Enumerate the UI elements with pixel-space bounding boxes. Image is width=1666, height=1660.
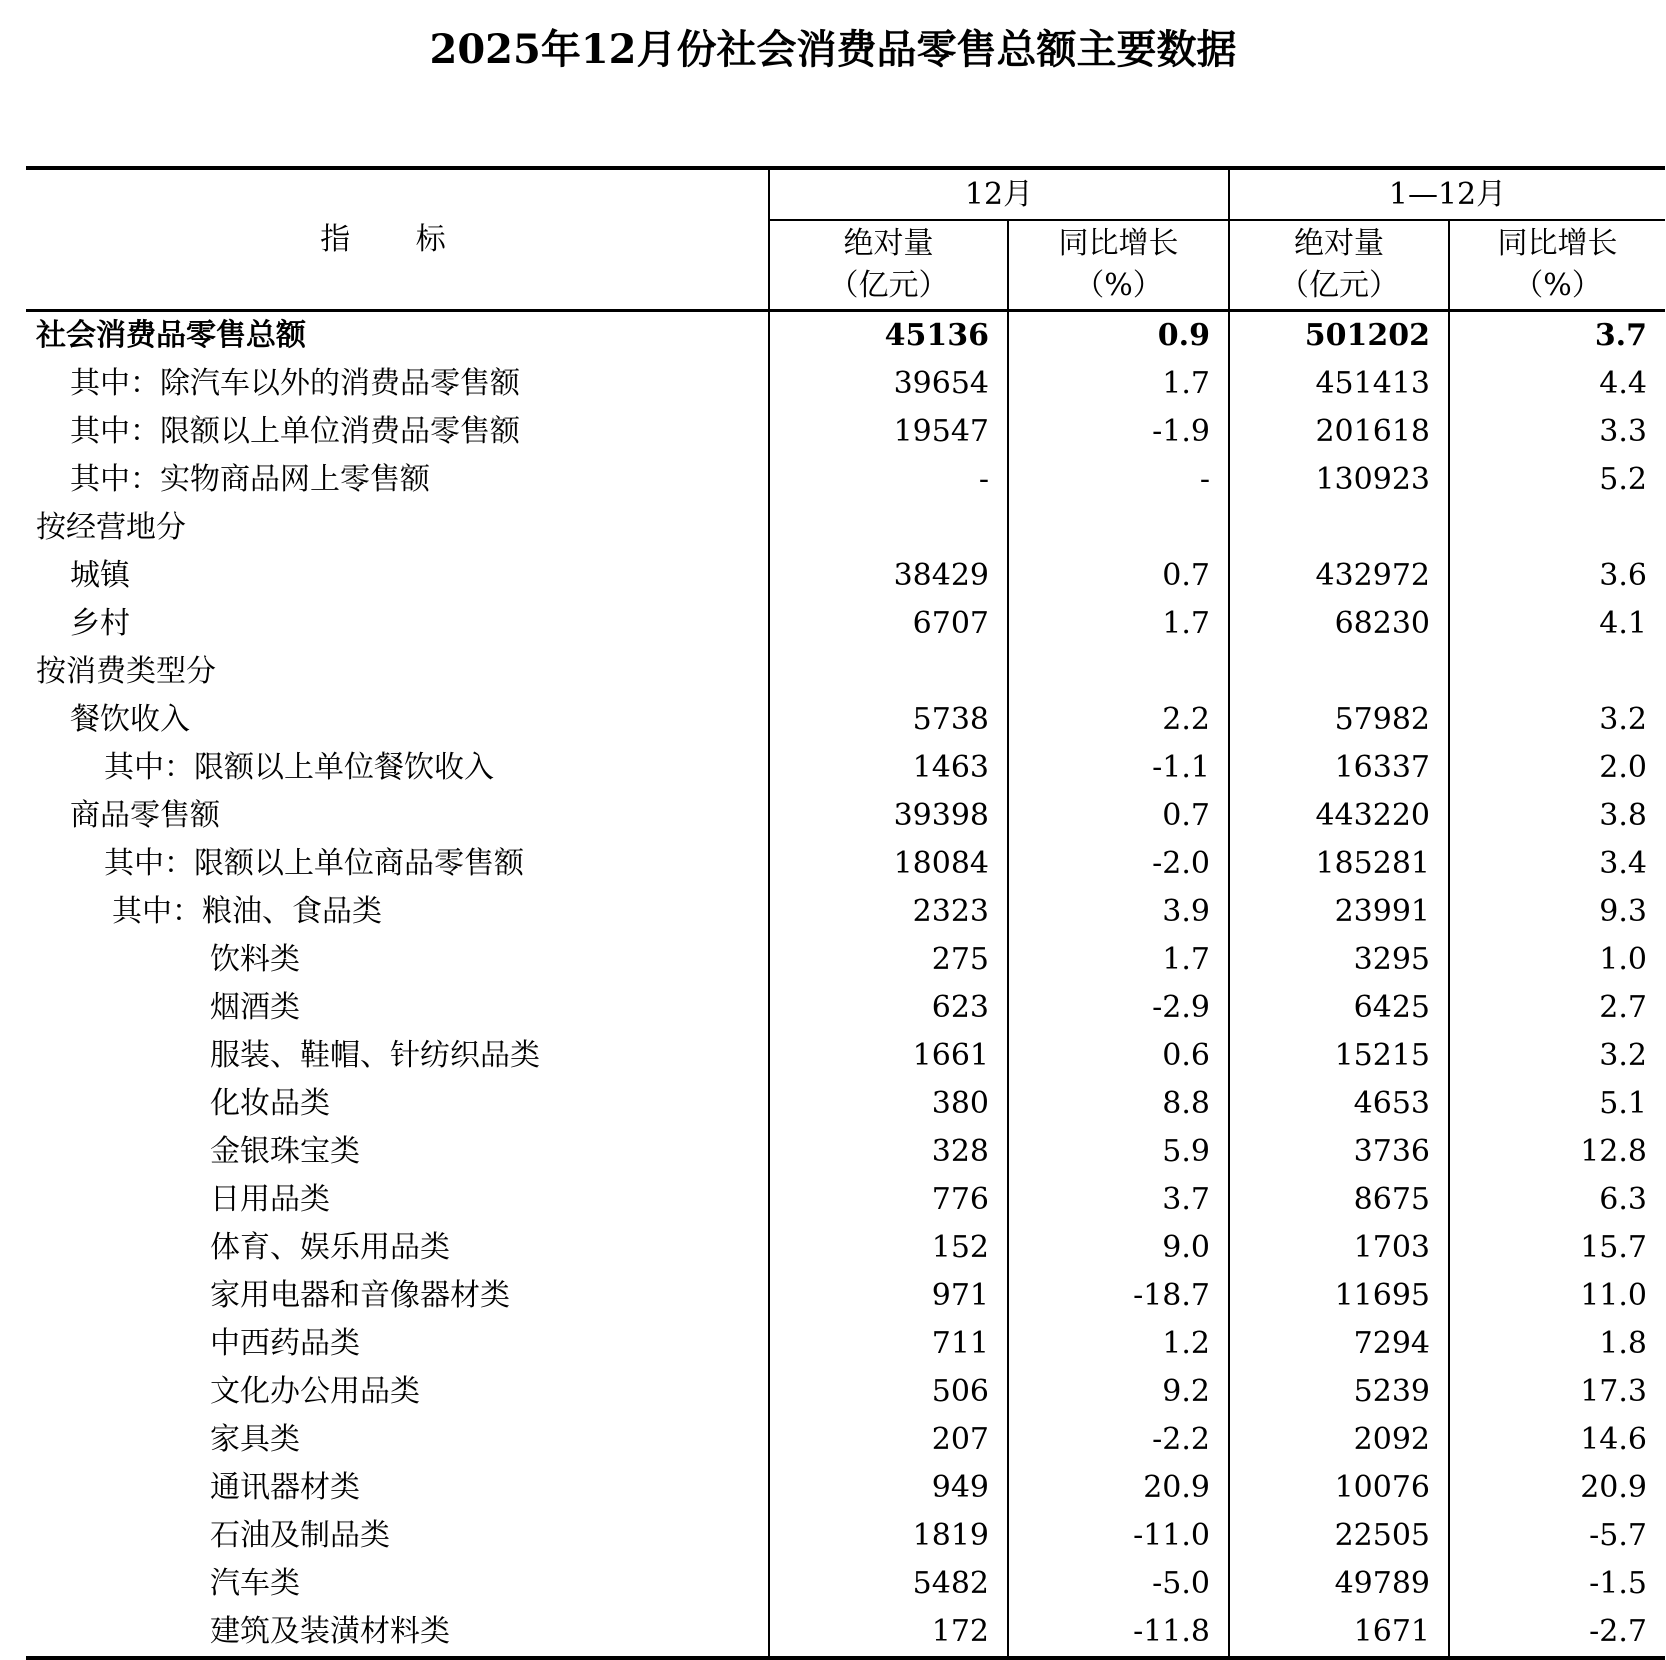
month-yoy-growth: 0.9	[1008, 311, 1229, 361]
ytd-absolute-value: 3295	[1229, 936, 1449, 984]
month-yoy-growth: 3.7	[1008, 1176, 1229, 1224]
month-yoy-growth: 9.0	[1008, 1224, 1229, 1272]
table-row	[26, 1032, 1665, 1080]
ytd-absolute-value: 8675	[1229, 1176, 1449, 1224]
ytd-absolute-value: 501202	[1229, 311, 1449, 361]
indicator-name: 其中：粮油、食品类	[112, 894, 382, 929]
ytd-yoy-growth: -5.7	[1449, 1512, 1665, 1560]
month-yoy-growth: 2.2	[1008, 696, 1229, 744]
ytd-absolute-value: 11695	[1229, 1272, 1449, 1320]
table-row	[26, 792, 1665, 840]
ytd-yoy-growth: 5.1	[1449, 1080, 1665, 1128]
ytd-yoy-growth: 15.7	[1449, 1224, 1665, 1272]
ytd-absolute-value: 4653	[1229, 1080, 1449, 1128]
indicator-name: 家用电器和音像器材类	[210, 1278, 510, 1313]
month-absolute-value: 2323	[769, 888, 1008, 936]
ytd-absolute-value: 451413	[1229, 360, 1449, 408]
month-absolute-value: 39654	[769, 360, 1008, 408]
ytd-yoy-growth: 4.4	[1449, 360, 1665, 408]
month-absolute-value: 776	[769, 1176, 1008, 1224]
indicator-name: 日用品类	[210, 1182, 330, 1217]
month-yoy-growth: -11.8	[1008, 1608, 1229, 1658]
header-abs-unit: （亿元）	[1279, 268, 1399, 303]
month-yoy-growth: -1.9	[1008, 408, 1229, 456]
ytd-absolute-value: 16337	[1229, 744, 1449, 792]
indicator-name: 化妆品类	[210, 1086, 330, 1121]
table-row	[26, 552, 1665, 600]
ytd-absolute-value	[1229, 648, 1449, 696]
ytd-yoy-growth: 2.7	[1449, 984, 1665, 1032]
month-yoy-growth	[1008, 504, 1229, 552]
table-row	[26, 1176, 1665, 1224]
ytd-yoy-growth: 17.3	[1449, 1368, 1665, 1416]
month-absolute-value: -	[769, 456, 1008, 504]
month-yoy-growth: 1.7	[1008, 600, 1229, 648]
table-row	[26, 888, 1665, 936]
month-absolute-value: 172	[769, 1608, 1008, 1658]
table-row	[26, 1368, 1665, 1416]
indicator-name: 金银珠宝类	[210, 1134, 360, 1169]
month-absolute-value: 5482	[769, 1560, 1008, 1608]
ytd-absolute-value: 2092	[1229, 1416, 1449, 1464]
header-abs-unit: （亿元）	[828, 268, 949, 303]
indicator-name: 其中：除汽车以外的消费品零售额	[70, 366, 520, 401]
table-row	[26, 1608, 1665, 1658]
month-yoy-growth: 1.7	[1008, 360, 1229, 408]
ytd-absolute-value: 1671	[1229, 1608, 1449, 1658]
ytd-yoy-growth: 3.2	[1449, 1032, 1665, 1080]
ytd-absolute-value: 432972	[1229, 552, 1449, 600]
header-month-yoy	[1008, 220, 1229, 311]
page-title: 2025年12月份社会消费品零售总额主要数据	[429, 26, 1237, 73]
data-table	[26, 166, 1665, 1660]
month-yoy-growth: 20.9	[1008, 1464, 1229, 1512]
indicator-name: 其中：实物商品网上零售额	[70, 462, 430, 497]
month-absolute-value: 623	[769, 984, 1008, 1032]
month-absolute-value: 39398	[769, 792, 1008, 840]
month-yoy-growth: 1.7	[1008, 936, 1229, 984]
month-yoy-growth: 8.8	[1008, 1080, 1229, 1128]
ytd-yoy-growth: 3.6	[1449, 552, 1665, 600]
table-row	[26, 1416, 1665, 1464]
indicator-name: 饮料类	[210, 942, 300, 977]
table-row	[26, 360, 1665, 408]
header-group-ytd: 1—12月	[1229, 168, 1665, 220]
indicator-name: 餐饮收入	[70, 702, 190, 737]
month-absolute-value	[769, 504, 1008, 552]
ytd-yoy-growth: 12.8	[1449, 1128, 1665, 1176]
indicator-name: 其中：限额以上单位餐饮收入	[104, 750, 494, 785]
month-yoy-growth: 9.2	[1008, 1368, 1229, 1416]
ytd-absolute-value: 443220	[1229, 792, 1449, 840]
month-yoy-growth: -5.0	[1008, 1560, 1229, 1608]
ytd-yoy-growth: 11.0	[1449, 1272, 1665, 1320]
header-month-abs	[769, 220, 1008, 311]
table-row	[26, 1464, 1665, 1512]
ytd-absolute-value: 201618	[1229, 408, 1449, 456]
table-row	[26, 311, 1665, 361]
ytd-absolute-value: 5239	[1229, 1368, 1449, 1416]
indicator-name: 家具类	[210, 1422, 300, 1457]
ytd-yoy-growth: 3.3	[1449, 408, 1665, 456]
ytd-yoy-growth: 20.9	[1449, 1464, 1665, 1512]
header-ytd-yoy	[1449, 220, 1665, 311]
month-yoy-growth: 1.2	[1008, 1320, 1229, 1368]
month-absolute-value: 38429	[769, 552, 1008, 600]
ytd-yoy-growth: 6.3	[1449, 1176, 1665, 1224]
indicator-name: 烟酒类	[210, 990, 300, 1025]
indicator-name: 汽车类	[210, 1566, 300, 1601]
ytd-yoy-growth: 1.0	[1449, 936, 1665, 984]
indicator-name: 服装、鞋帽、针纺织品类	[210, 1038, 540, 1073]
ytd-absolute-value: 15215	[1229, 1032, 1449, 1080]
indicator-name: 其中：限额以上单位商品零售额	[104, 846, 524, 881]
indicator-name: 社会消费品零售总额	[36, 318, 306, 353]
month-absolute-value: 275	[769, 936, 1008, 984]
table-header	[26, 168, 1665, 311]
indicator-name: 体育、娱乐用品类	[210, 1230, 450, 1265]
month-absolute-value: 6707	[769, 600, 1008, 648]
month-absolute-value: 5738	[769, 696, 1008, 744]
table-row	[26, 648, 1665, 696]
header-yoy-label: 同比增长	[1058, 226, 1179, 261]
month-yoy-growth: 0.7	[1008, 792, 1229, 840]
indicator-name: 通讯器材类	[210, 1470, 360, 1505]
ytd-yoy-growth: 3.2	[1449, 696, 1665, 744]
ytd-yoy-growth: 14.6	[1449, 1416, 1665, 1464]
table-row	[26, 504, 1665, 552]
ytd-yoy-growth: -1.5	[1449, 1560, 1665, 1608]
month-yoy-growth: 3.9	[1008, 888, 1229, 936]
month-yoy-growth: -1.1	[1008, 744, 1229, 792]
table-row	[26, 744, 1665, 792]
month-yoy-growth: -18.7	[1008, 1272, 1229, 1320]
indicator-name: 按经营地分	[36, 510, 186, 545]
table-row	[26, 984, 1665, 1032]
header-group-month: 12月	[769, 168, 1229, 220]
table-row	[26, 1320, 1665, 1368]
ytd-yoy-growth: 9.3	[1449, 888, 1665, 936]
table-row	[26, 936, 1665, 984]
ytd-yoy-growth	[1449, 504, 1665, 552]
month-yoy-growth: 0.6	[1008, 1032, 1229, 1080]
month-absolute-value: 506	[769, 1368, 1008, 1416]
ytd-absolute-value: 130923	[1229, 456, 1449, 504]
month-absolute-value: 19547	[769, 408, 1008, 456]
ytd-absolute-value: 68230	[1229, 600, 1449, 648]
indicator-name: 城镇	[70, 558, 130, 593]
month-absolute-value: 380	[769, 1080, 1008, 1128]
month-yoy-growth: -2.2	[1008, 1416, 1229, 1464]
header-yoy-unit: （%）	[1513, 268, 1602, 303]
ytd-absolute-value	[1229, 504, 1449, 552]
header-yoy-label: 同比增长	[1497, 226, 1618, 261]
table-row	[26, 1128, 1665, 1176]
ytd-absolute-value: 49789	[1229, 1560, 1449, 1608]
ytd-absolute-value: 3736	[1229, 1128, 1449, 1176]
ytd-yoy-growth: 2.0	[1449, 744, 1665, 792]
month-yoy-growth: -11.0	[1008, 1512, 1229, 1560]
month-yoy-growth: -2.0	[1008, 840, 1229, 888]
indicator-name: 商品零售额	[70, 798, 220, 833]
indicator-name: 按消费类型分	[36, 654, 216, 689]
month-absolute-value	[769, 648, 1008, 696]
indicator-name: 中西药品类	[210, 1326, 360, 1361]
ytd-yoy-growth: -2.7	[1449, 1608, 1665, 1658]
ytd-yoy-growth: 1.8	[1449, 1320, 1665, 1368]
table-row	[26, 1080, 1665, 1128]
header-ytd-abs	[1229, 220, 1449, 311]
table-row	[26, 1272, 1665, 1320]
table-body	[26, 311, 1665, 1659]
month-absolute-value: 1819	[769, 1512, 1008, 1560]
indicator-name: 乡村	[70, 606, 130, 641]
ytd-yoy-growth	[1449, 648, 1665, 696]
ytd-yoy-growth: 3.4	[1449, 840, 1665, 888]
indicator-name: 建筑及装潢材料类	[26, 1608, 769, 1658]
header-abs-label: 绝对量	[1294, 226, 1384, 261]
indicator-name: 其中：限额以上单位消费品零售额	[70, 414, 520, 449]
ytd-absolute-value: 6425	[1229, 984, 1449, 1032]
month-absolute-value: 18084	[769, 840, 1008, 888]
month-absolute-value: 207	[769, 1416, 1008, 1464]
ytd-absolute-value: 10076	[1229, 1464, 1449, 1512]
ytd-absolute-value: 57982	[1229, 696, 1449, 744]
month-absolute-value: 1661	[769, 1032, 1008, 1080]
table-row	[26, 1512, 1665, 1560]
indicator-name: 文化办公用品类	[210, 1374, 420, 1409]
header-abs-label: 绝对量	[843, 226, 934, 261]
header-yoy-unit: （%）	[1074, 268, 1163, 303]
ytd-yoy-growth: 3.7	[1449, 311, 1665, 361]
ytd-yoy-growth: 5.2	[1449, 456, 1665, 504]
month-absolute-value: 328	[769, 1128, 1008, 1176]
table-row	[26, 1224, 1665, 1272]
month-absolute-value: 1463	[769, 744, 1008, 792]
month-yoy-growth: -	[1008, 456, 1229, 504]
header-indicator: 指 标	[320, 221, 474, 257]
month-yoy-growth	[1008, 648, 1229, 696]
table-row	[26, 840, 1665, 888]
ytd-absolute-value: 185281	[1229, 840, 1449, 888]
ytd-yoy-growth: 4.1	[1449, 600, 1665, 648]
month-absolute-value: 971	[769, 1272, 1008, 1320]
month-yoy-growth: 5.9	[1008, 1128, 1229, 1176]
month-absolute-value: 152	[769, 1224, 1008, 1272]
ytd-absolute-value: 1703	[1229, 1224, 1449, 1272]
indicator-name: 石油及制品类	[210, 1518, 390, 1553]
ytd-yoy-growth: 3.8	[1449, 792, 1665, 840]
ytd-absolute-value: 7294	[1229, 1320, 1449, 1368]
month-yoy-growth: 0.7	[1008, 552, 1229, 600]
ytd-absolute-value: 22505	[1229, 1512, 1449, 1560]
table-row	[26, 1560, 1665, 1608]
table-row	[26, 600, 1665, 648]
table-row	[26, 408, 1665, 456]
ytd-absolute-value: 23991	[1229, 888, 1449, 936]
month-absolute-value: 711	[769, 1320, 1008, 1368]
table-row	[26, 696, 1665, 744]
month-absolute-value: 45136	[769, 311, 1008, 361]
table-row	[26, 456, 1665, 504]
month-absolute-value: 949	[769, 1464, 1008, 1512]
month-yoy-growth: -2.9	[1008, 984, 1229, 1032]
